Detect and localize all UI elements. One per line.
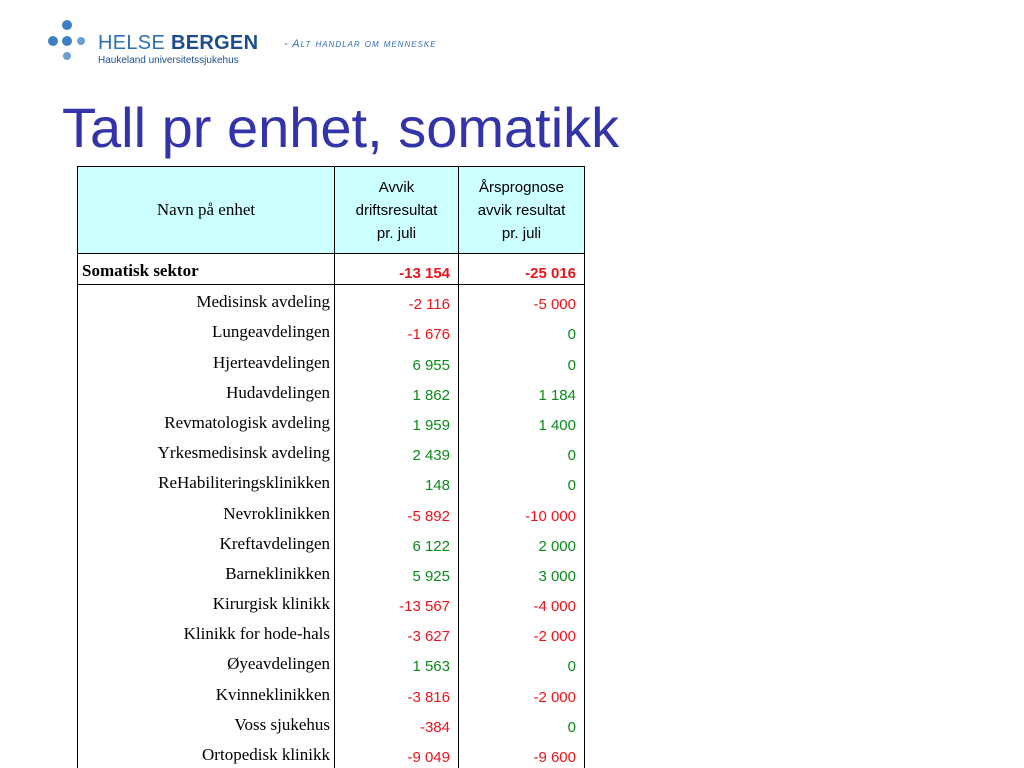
table-row	[78, 345, 585, 375]
results-table	[77, 166, 585, 768]
unit-name: Ortopedisk klinikk	[78, 738, 335, 768]
table-row	[78, 376, 585, 406]
table-row	[78, 496, 585, 526]
table-row	[78, 436, 585, 466]
unit-avvik: -3 627	[335, 617, 459, 647]
table-row	[78, 557, 585, 587]
unit-name: Klinikk for hode-hals	[78, 617, 335, 647]
unit-avvik: -1 676	[335, 315, 459, 345]
results-table-wrap	[77, 166, 585, 768]
header-prognose-line: Årsprognose	[478, 178, 565, 196]
logo-dots-icon	[46, 20, 90, 66]
table-row	[78, 315, 585, 345]
logo-brand-bold: BERGEN	[170, 32, 259, 54]
unit-avvik: -384	[335, 708, 459, 738]
table-row	[78, 587, 585, 617]
unit-name: Yrkesmedisinsk avdeling	[78, 436, 335, 466]
unit-avvik: -5 892	[335, 496, 459, 526]
page-title: Tall pr enhet, somatikk	[62, 96, 620, 159]
unit-name: Revmatologisk avdeling	[78, 406, 335, 436]
unit-prognose: -2 000	[459, 677, 585, 707]
table-body	[78, 254, 585, 768]
header-avvik	[335, 167, 459, 254]
table-row	[78, 738, 585, 768]
unit-prognose: 0	[459, 708, 585, 738]
unit-prognose: 1 184	[459, 376, 585, 406]
unit-name: Barneklinikken	[78, 557, 335, 587]
unit-prognose: 0	[459, 345, 585, 375]
unit-avvik: -13 567	[335, 587, 459, 617]
header-prognose-line: avvik resultat	[477, 201, 566, 219]
unit-name: Medisinsk avdeling	[78, 285, 335, 316]
unit-prognose: 0	[459, 647, 585, 677]
table-row	[78, 285, 585, 316]
table-row	[78, 617, 585, 647]
unit-name: Lungeavdelingen	[78, 315, 335, 345]
logo-tagline: - Alt handlar om menneske	[284, 38, 437, 50]
unit-prognose: 0	[459, 436, 585, 466]
table-row	[78, 527, 585, 557]
table-row	[78, 466, 585, 496]
header-prognose-line: pr. juli	[501, 224, 542, 242]
unit-name: Kirurgisk klinikk	[78, 587, 335, 617]
unit-avvik: 6 122	[335, 527, 459, 557]
unit-avvik: 2 439	[335, 436, 459, 466]
unit-prognose: -2 000	[459, 617, 585, 647]
unit-name: Kvinneklinikken	[78, 677, 335, 707]
logo-brand-light: HELSE	[98, 32, 171, 54]
sector-name: Somatisk sektor	[78, 254, 335, 285]
header-prognose	[459, 167, 585, 254]
unit-name: Kreftavdelingen	[78, 527, 335, 557]
unit-avvik: 6 955	[335, 345, 459, 375]
unit-name: ReHabiliteringsklinikken	[78, 466, 335, 496]
unit-name: Nevroklinikken	[78, 496, 335, 526]
header-unit-name: Navn på enhet	[78, 167, 335, 254]
unit-prognose: 3 000	[459, 557, 585, 587]
header-avvik-line: Avvik	[378, 178, 415, 196]
helse-bergen-logo	[46, 20, 437, 68]
unit-prognose: 1 400	[459, 406, 585, 436]
header-avvik-line: pr. juli	[376, 224, 417, 242]
unit-prognose: -9 600	[459, 738, 585, 768]
unit-avvik: 1 563	[335, 647, 459, 677]
unit-prognose: 2 000	[459, 527, 585, 557]
table-row	[78, 677, 585, 707]
table-row	[78, 406, 585, 436]
unit-avvik: 5 925	[335, 557, 459, 587]
unit-prognose: 0	[459, 466, 585, 496]
table-row	[78, 708, 585, 738]
logo-subtitle: Haukeland universitetssjukehus	[98, 55, 239, 66]
unit-avvik: 1 959	[335, 406, 459, 436]
unit-name: Voss sjukehus	[78, 708, 335, 738]
unit-avvik: -3 816	[335, 677, 459, 707]
unit-avvik: -9 049	[335, 738, 459, 768]
sector-prognose: -25 016	[459, 254, 585, 285]
sector-total-row	[78, 254, 585, 285]
unit-avvik: 1 862	[335, 376, 459, 406]
unit-name: Øyeavdelingen	[78, 647, 335, 677]
unit-prognose: 0	[459, 315, 585, 345]
table-row	[78, 647, 585, 677]
unit-prognose: -4 000	[459, 587, 585, 617]
unit-avvik: 148	[335, 466, 459, 496]
table-header-row	[78, 167, 585, 254]
unit-name: Hjerteavdelingen	[78, 345, 335, 375]
header-avvik-line: driftsresultat	[355, 201, 438, 219]
sector-avvik: -13 154	[335, 254, 459, 285]
unit-name: Hudavdelingen	[78, 376, 335, 406]
unit-prognose: -5 000	[459, 285, 585, 316]
unit-avvik: -2 116	[335, 285, 459, 316]
unit-prognose: -10 000	[459, 496, 585, 526]
logo-brand	[98, 32, 258, 55]
